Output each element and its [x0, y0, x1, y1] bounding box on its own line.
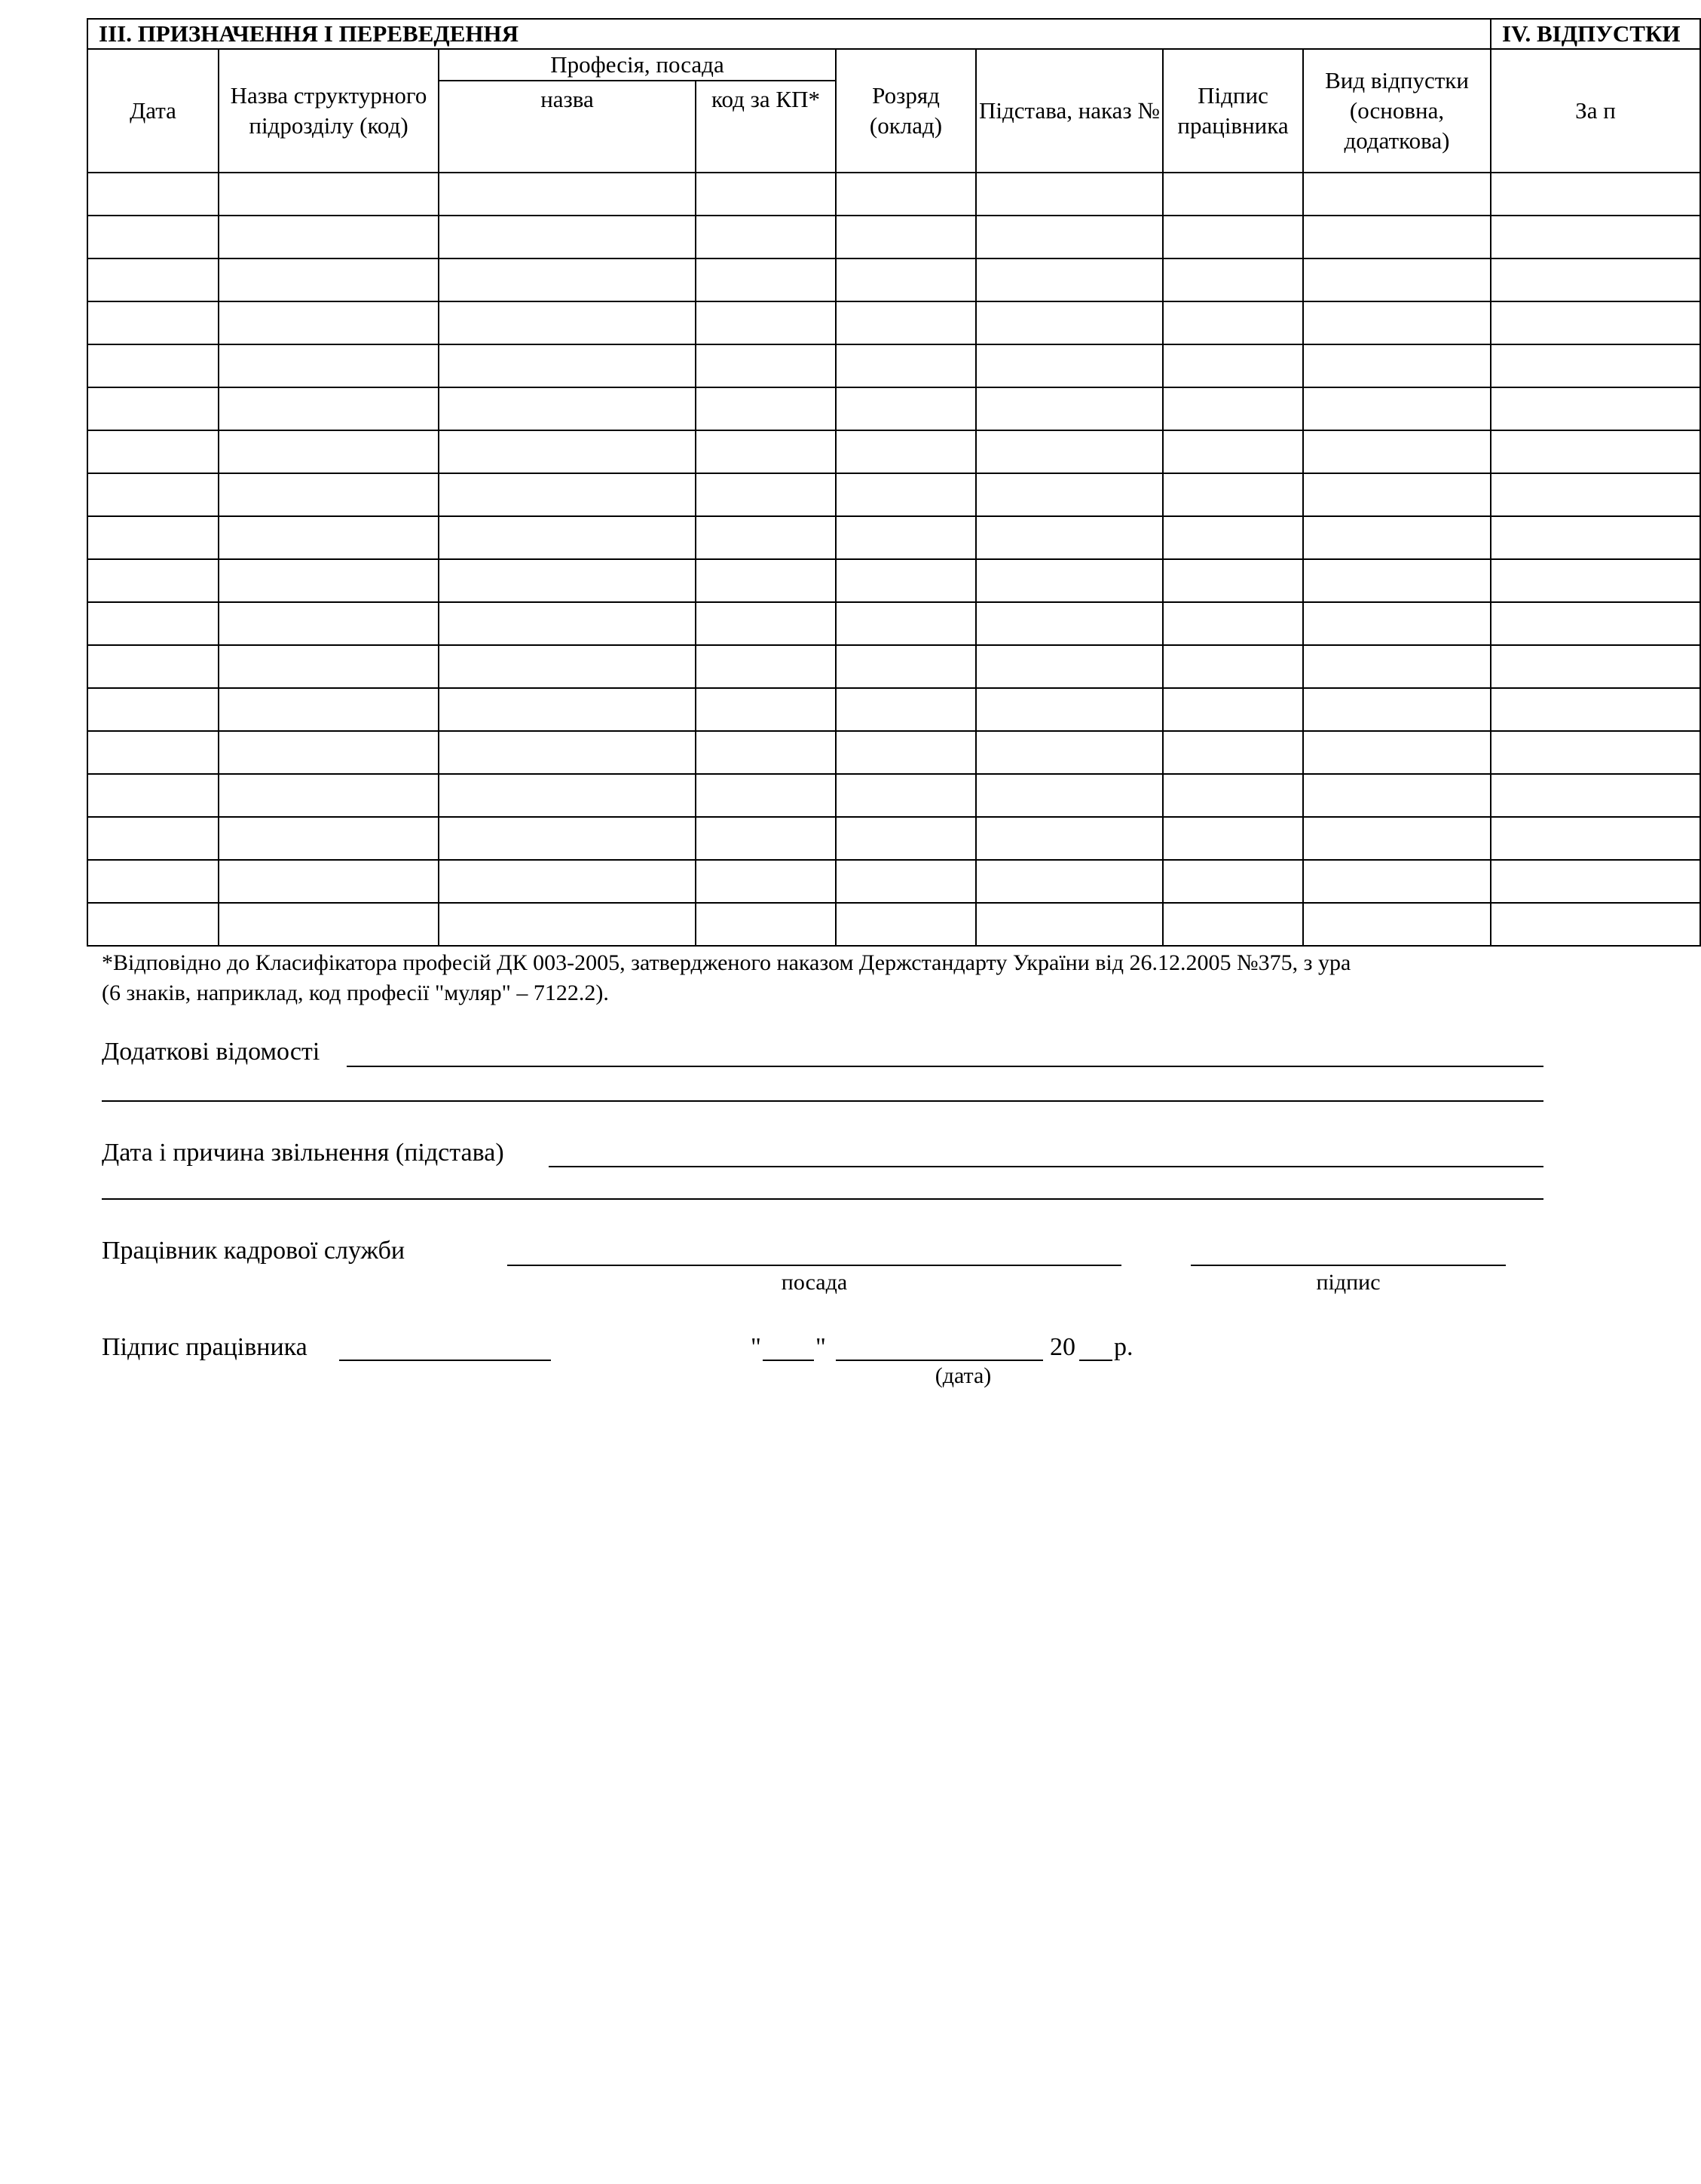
table-cell[interactable] — [1303, 860, 1491, 903]
table-cell[interactable] — [836, 774, 976, 817]
table-cell[interactable] — [439, 473, 696, 516]
table-cell[interactable] — [836, 173, 976, 216]
table-cell[interactable] — [219, 387, 439, 430]
column-header-profession-code: код за КП* — [696, 81, 836, 173]
table-cell[interactable] — [219, 473, 439, 516]
table-cell[interactable] — [696, 903, 836, 946]
dismissal-line[interactable] — [549, 1166, 1543, 1167]
table-row — [87, 645, 1700, 688]
table-cell[interactable] — [696, 387, 836, 430]
table-cell[interactable] — [219, 258, 439, 301]
dismissal-label: Дата і причина звільнення (підстава) — [102, 1139, 504, 1167]
table-cell[interactable] — [696, 688, 836, 731]
table-cell[interactable] — [836, 473, 976, 516]
table-cell[interactable] — [696, 860, 836, 903]
table-cell[interactable] — [439, 344, 696, 387]
table-row — [87, 731, 1700, 774]
table-cell[interactable] — [1303, 258, 1491, 301]
additional-info-line[interactable] — [347, 1066, 1543, 1067]
table-cell[interactable] — [976, 903, 1163, 946]
table-cell[interactable] — [976, 301, 1163, 344]
table-cell[interactable] — [219, 817, 439, 860]
table-cell[interactable] — [976, 860, 1163, 903]
table-cell[interactable] — [696, 473, 836, 516]
table-cell[interactable] — [439, 516, 696, 559]
table-cell[interactable] — [1491, 774, 1700, 817]
table-cell[interactable] — [219, 301, 439, 344]
additional-info-line-2[interactable] — [102, 1100, 1543, 1102]
table-cell[interactable] — [1303, 559, 1491, 602]
table-cell[interactable] — [1303, 516, 1491, 559]
table-cell[interactable] — [1491, 301, 1700, 344]
table-cell[interactable] — [219, 216, 439, 258]
date-year-line[interactable] — [1079, 1360, 1112, 1361]
table-cell[interactable] — [976, 602, 1163, 645]
table-cell[interactable] — [439, 860, 696, 903]
column-header-profession-name: назва — [439, 81, 696, 173]
table-cell[interactable] — [836, 216, 976, 258]
table-cell[interactable] — [219, 903, 439, 946]
table-cell[interactable] — [696, 645, 836, 688]
table-cell[interactable] — [1491, 216, 1700, 258]
table-cell[interactable] — [836, 817, 976, 860]
table-cell[interactable] — [696, 301, 836, 344]
table-cell[interactable] — [1491, 173, 1700, 216]
table-cell[interactable] — [87, 903, 219, 946]
table-cell[interactable] — [696, 173, 836, 216]
table-cell[interactable] — [1491, 473, 1700, 516]
column-header-basis: Підстава, наказ № — [976, 49, 1163, 173]
table-cell[interactable] — [1163, 903, 1303, 946]
table-cell[interactable] — [1303, 473, 1491, 516]
table-cell[interactable] — [439, 258, 696, 301]
table-cell[interactable] — [87, 173, 219, 216]
table-cell[interactable] — [1303, 731, 1491, 774]
employee-signature-text: Підпис працівника — [102, 1333, 307, 1361]
hr-worker-label: Працівник кадрової служби — [102, 1237, 405, 1265]
table-cell[interactable] — [1303, 344, 1491, 387]
table-cell[interactable] — [976, 344, 1163, 387]
table-cell[interactable] — [1163, 688, 1303, 731]
table-cell[interactable] — [219, 860, 439, 903]
table-cell[interactable] — [219, 731, 439, 774]
table-cell[interactable] — [696, 731, 836, 774]
table-cell[interactable] — [1303, 774, 1491, 817]
table-cell[interactable] — [1163, 258, 1303, 301]
table-cell[interactable] — [836, 903, 976, 946]
table-cell[interactable] — [1303, 645, 1491, 688]
column-header-vacation-type: Вид відпустки (основна, додаткова) — [1303, 49, 1491, 173]
table-cell[interactable] — [976, 430, 1163, 473]
footnote-line-2: (6 знаків, наприклад, код професії "муляр" – 7122.2). — [102, 980, 609, 1005]
table-row — [87, 301, 1700, 344]
date-day-close-quote: " — [815, 1333, 826, 1361]
table-cell[interactable] — [1491, 731, 1700, 774]
table-cell[interactable] — [696, 602, 836, 645]
table-cell[interactable] — [836, 344, 976, 387]
table-cell[interactable] — [87, 860, 219, 903]
column-header-date: Дата — [87, 49, 219, 173]
position-caption: посада — [781, 1270, 848, 1295]
table-cell[interactable] — [87, 430, 219, 473]
table-row — [87, 860, 1700, 903]
table-row — [87, 559, 1700, 602]
table-cell[interactable] — [836, 516, 976, 559]
table-row — [87, 516, 1700, 559]
table-cell[interactable] — [976, 216, 1163, 258]
table-cell[interactable] — [836, 860, 976, 903]
dismissal-line-2[interactable] — [102, 1198, 1543, 1200]
table-row — [87, 473, 1700, 516]
table-cell[interactable] — [87, 731, 219, 774]
table-cell[interactable] — [976, 817, 1163, 860]
table-cell[interactable] — [696, 216, 836, 258]
table-cell[interactable] — [219, 774, 439, 817]
column-header-next-partial: За п — [1491, 49, 1700, 173]
table-row — [87, 430, 1700, 473]
table-cell[interactable] — [439, 774, 696, 817]
year-prefix: 20 — [1050, 1333, 1075, 1361]
table-cell[interactable] — [219, 516, 439, 559]
table-cell[interactable] — [836, 688, 976, 731]
table-row — [87, 258, 1700, 301]
column-header-profession-group: Професія, посада — [439, 49, 836, 81]
table-row — [87, 387, 1700, 430]
table-cell[interactable] — [219, 688, 439, 731]
signature-caption: підпис — [1316, 1270, 1381, 1295]
table-cell[interactable] — [1491, 602, 1700, 645]
blank-rows — [87, 173, 1700, 946]
table-cell[interactable] — [1163, 731, 1303, 774]
table-cell[interactable] — [1491, 516, 1700, 559]
table-cell[interactable] — [1303, 688, 1491, 731]
table-cell[interactable] — [836, 387, 976, 430]
table-row — [87, 817, 1700, 860]
table-cell[interactable] — [219, 173, 439, 216]
table-cell[interactable] — [439, 559, 696, 602]
table-cell[interactable] — [1163, 645, 1303, 688]
table-cell[interactable] — [87, 301, 219, 344]
column-header-grade: Розряд (оклад) — [836, 49, 976, 173]
table-cell[interactable] — [696, 817, 836, 860]
table-cell[interactable] — [1163, 430, 1303, 473]
table-cell[interactable] — [836, 731, 976, 774]
table-cell[interactable] — [1491, 387, 1700, 430]
table-cell[interactable] — [976, 173, 1163, 216]
table-cell[interactable] — [1303, 430, 1491, 473]
table-cell[interactable] — [696, 559, 836, 602]
table-cell[interactable] — [976, 473, 1163, 516]
footnote-line-1: *Відповідно до Класифікатора професій ДК 003-2005, затвердженого наказом Держстандарту України від 26.12.2005 №375, з ура — [102, 950, 1351, 975]
table-cell[interactable] — [836, 559, 976, 602]
table-cell[interactable] — [87, 258, 219, 301]
table-cell[interactable] — [219, 645, 439, 688]
table-cell[interactable] — [439, 645, 696, 688]
table-cell[interactable] — [1303, 602, 1491, 645]
table-cell[interactable] — [1163, 216, 1303, 258]
table-cell[interactable] — [836, 645, 976, 688]
table-cell[interactable] — [976, 645, 1163, 688]
table-cell[interactable] — [87, 602, 219, 645]
table-cell[interactable] — [439, 301, 696, 344]
table-cell[interactable] — [1163, 301, 1303, 344]
table-row — [87, 216, 1700, 258]
table-cell[interactable] — [976, 516, 1163, 559]
table-cell[interactable] — [1491, 430, 1700, 473]
table-cell[interactable] — [219, 430, 439, 473]
table-cell[interactable] — [439, 731, 696, 774]
table-cell[interactable] — [87, 344, 219, 387]
table-cell[interactable] — [1163, 817, 1303, 860]
section-4-title: IV. ВІДПУСТКИ — [1491, 19, 1700, 49]
table-cell[interactable] — [439, 430, 696, 473]
date-caption: (дата) — [935, 1363, 992, 1388]
table-cell[interactable] — [87, 559, 219, 602]
table-cell[interactable] — [976, 559, 1163, 602]
column-header-unit: Назва структурного підрозділу (код) — [219, 49, 439, 173]
table-row — [87, 173, 1700, 216]
year-suffix: р. — [1114, 1333, 1133, 1361]
table-cell[interactable] — [1491, 688, 1700, 731]
table-row — [87, 774, 1700, 817]
table-cell[interactable] — [1163, 473, 1303, 516]
date-day-open-quote: " — [751, 1333, 761, 1361]
hr-position-line[interactable] — [507, 1265, 1121, 1266]
table-cell[interactable] — [87, 645, 219, 688]
table-cell[interactable] — [1163, 387, 1303, 430]
hr-signature-line[interactable] — [1191, 1265, 1506, 1266]
table-cell[interactable] — [87, 774, 219, 817]
table-cell[interactable] — [696, 516, 836, 559]
table-cell[interactable] — [836, 301, 976, 344]
table-cell[interactable] — [1303, 301, 1491, 344]
table-cell[interactable] — [976, 774, 1163, 817]
table-cell[interactable] — [87, 473, 219, 516]
table-cell[interactable] — [836, 430, 976, 473]
date-day-line[interactable] — [763, 1360, 814, 1361]
date-month-line[interactable] — [836, 1360, 1043, 1361]
column-header-signature: Підпис працівника — [1163, 49, 1303, 173]
table-cell[interactable] — [87, 817, 219, 860]
table-cell[interactable] — [696, 774, 836, 817]
table-cell[interactable] — [976, 387, 1163, 430]
table-cell[interactable] — [1491, 903, 1700, 946]
table-cell[interactable] — [976, 258, 1163, 301]
table-cell[interactable] — [87, 688, 219, 731]
table-cell[interactable] — [439, 817, 696, 860]
additional-info-label: Додаткові відомості — [102, 1038, 320, 1066]
table-row — [87, 903, 1700, 946]
table-cell[interactable] — [439, 903, 696, 946]
table-cell[interactable] — [1491, 817, 1700, 860]
appointments-vacations-table — [87, 18, 1701, 947]
section-3-title: ІІІ. ПРИЗНАЧЕННЯ І ПЕРЕВЕДЕННЯ — [87, 19, 1491, 49]
table-cell[interactable] — [1491, 860, 1700, 903]
table-cell[interactable] — [1163, 516, 1303, 559]
employee-signature-label — [102, 1332, 307, 1363]
table-cell[interactable] — [836, 258, 976, 301]
table-cell[interactable] — [976, 731, 1163, 774]
table-cell[interactable] — [439, 216, 696, 258]
table-cell[interactable] — [1163, 559, 1303, 602]
table-row — [87, 688, 1700, 731]
table-cell[interactable] — [1303, 387, 1491, 430]
table-cell[interactable] — [1163, 774, 1303, 817]
table-cell[interactable] — [1303, 817, 1491, 860]
table-cell[interactable] — [439, 173, 696, 216]
table-cell[interactable] — [1491, 344, 1700, 387]
table-cell[interactable] — [219, 344, 439, 387]
table-cell[interactable] — [439, 387, 696, 430]
table-cell[interactable] — [1303, 173, 1491, 216]
table-row — [87, 344, 1700, 387]
table-cell[interactable] — [1491, 645, 1700, 688]
table-cell[interactable] — [836, 602, 976, 645]
table-cell[interactable] — [87, 516, 219, 559]
table-cell[interactable] — [1491, 258, 1700, 301]
table-cell[interactable] — [1303, 216, 1491, 258]
table-cell[interactable] — [1163, 602, 1303, 645]
table-cell[interactable] — [219, 602, 439, 645]
table-cell[interactable] — [976, 688, 1163, 731]
table-cell[interactable] — [1303, 903, 1491, 946]
table-cell[interactable] — [219, 559, 439, 602]
table-cell[interactable] — [1163, 860, 1303, 903]
table-cell[interactable] — [696, 344, 836, 387]
table-cell[interactable] — [696, 430, 836, 473]
table-cell[interactable] — [87, 387, 219, 430]
table-cell[interactable] — [696, 258, 836, 301]
table-cell[interactable] — [439, 602, 696, 645]
table-cell[interactable] — [1163, 173, 1303, 216]
table-cell[interactable] — [1491, 559, 1700, 602]
table-cell[interactable] — [439, 688, 696, 731]
employee-signature-line[interactable] — [339, 1360, 551, 1361]
table-row — [87, 602, 1700, 645]
table-cell[interactable] — [87, 216, 219, 258]
table-cell[interactable] — [1163, 344, 1303, 387]
